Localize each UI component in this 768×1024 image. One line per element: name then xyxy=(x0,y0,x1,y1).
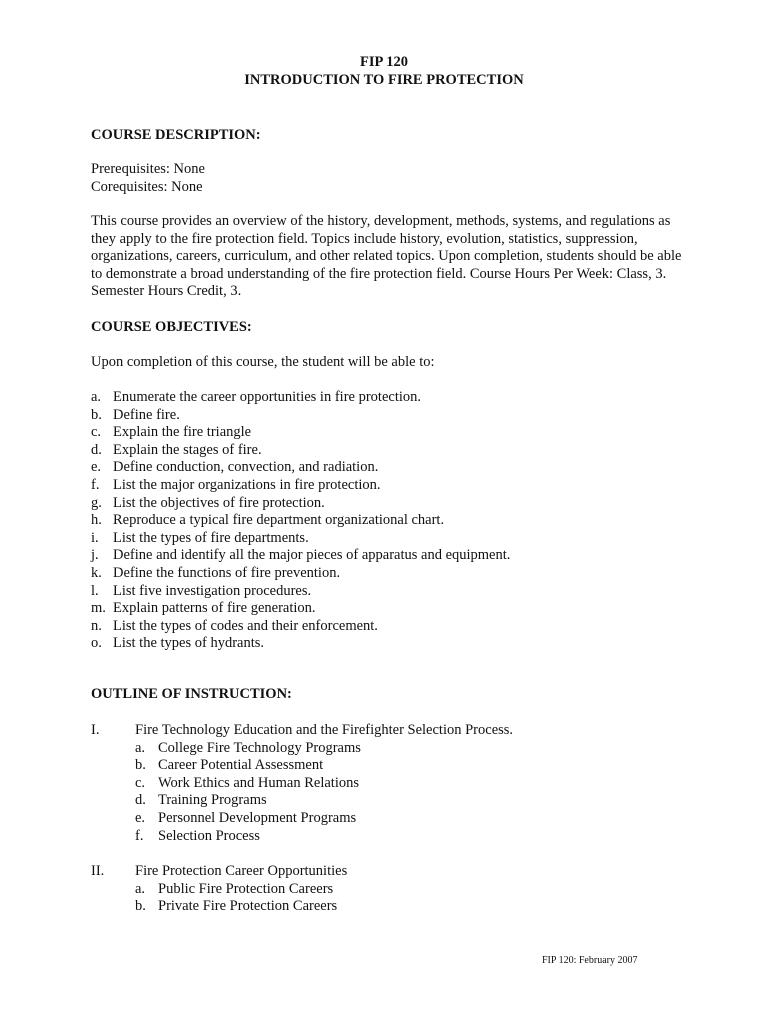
prerequisites: Prerequisites: None xyxy=(91,161,205,177)
corequisites: Corequisites: None xyxy=(91,179,203,195)
course-code: FIP 120 xyxy=(360,54,408,70)
document-page: FIP 120 INTRODUCTION TO FIRE PROTECTION COURSE DESCRIPTION: Prerequisites: None Corequisites: None This course provides an overview of the history, development, methods, systems, and regulations as they apply to the fire protection field. Topics include history, evolution, statistics, suppression, organizations, careers, curriculum, and other related topics. Upon completion, students should be able to demonstrate a broad understanding of the fire protection field. Course Hours Per Week: Class, 3. Semester Hours Credit, 3. COURSE OBJECTIVES: Upon completion of this course, the student will be able to: a. Enumerate the career opportunities in fire protection. b. Define fire. c. Explain the fire triangle d. Explain the stages of fire. e. Define conduction, convection, and radiation. f. List the major organizations in fire protection. g. List the objectives of fire protection. h. Reproduce a typical fire department organizational chart. i. List the types of fire departments. j. Define and identify all the major pieces of apparatus and equipment. k. Define the functions of fire prevention. l. List five investigation procedures. m. Explain patterns of fire generation. n. List the types of codes and their enforcement. o. List the types of hydrants. OUTLINE OF INSTRUCTION: I. Fire Technology Education and the Firefighter Selection Process. a. College Fire Technology Programs b. Career Potential Assessment c. Work Ethics and Human Relations d. Training Programs e. Personnel Development Programs f. Selection Process II. Fire Protection Career Opportunities a. Public Fire Protection Careers b. Private Fire Protection Careers FIP 120: February 2007 xyxy=(0,0,768,1024)
page-footer: FIP 120: February 2007 xyxy=(542,955,638,966)
outline-heading: OUTLINE OF INSTRUCTION: xyxy=(91,686,292,702)
course-objectives-heading: COURSE OBJECTIVES: xyxy=(91,319,252,335)
course-description-body: This course provides an overview of the history, development, methods, systems, and regulations as they apply to the fire protection field. Topics include history, evolution, statistics, suppression, organizations, careers, curriculum, and other related topics. Upon completion, students should be able to demonstrate a broad understanding of the fire protection field. Course Hours Per Week: Class, 3. Semester Hours Credit, 3. xyxy=(91,213,682,299)
objectives-intro: Upon completion of this course, the student will be able to: xyxy=(91,354,435,370)
course-description-heading: COURSE DESCRIPTION: xyxy=(91,127,261,143)
course-title: INTRODUCTION TO FIRE PROTECTION xyxy=(244,72,524,88)
